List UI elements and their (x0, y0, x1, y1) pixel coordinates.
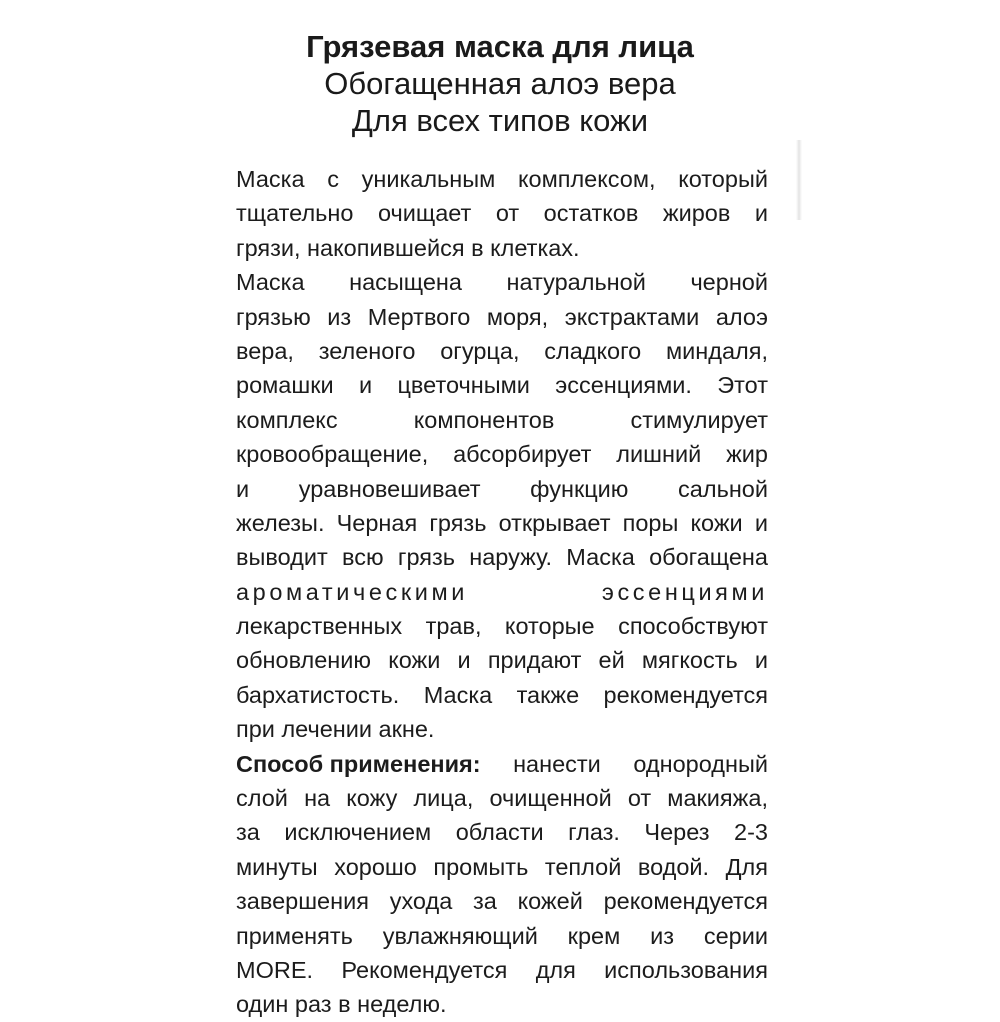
word: промыть (433, 853, 529, 880)
description-line (236, 334, 768, 368)
word: выводит (236, 544, 328, 571)
word: тщательно (236, 200, 354, 227)
word: комплекс (236, 406, 338, 433)
description-line (236, 403, 768, 437)
word: миндаля, (665, 337, 768, 364)
word: алоэ (715, 303, 768, 330)
word: Маска (236, 166, 305, 192)
product-subtitle: Обогащенная алоэ вера (324, 66, 676, 101)
usage-line (236, 919, 768, 953)
word: компонентов (413, 406, 555, 433)
product-title: Грязевая маска для лица (306, 29, 694, 64)
word: и (358, 372, 373, 399)
usage-line (236, 884, 768, 918)
word: за (472, 888, 497, 915)
word: минуты (236, 853, 318, 880)
word: экстрактами (564, 303, 700, 330)
word: области (455, 819, 544, 846)
word: водой. (637, 853, 710, 880)
word: наружу. (469, 544, 553, 571)
description-line: грязи, накопившейся в клетках. (236, 234, 580, 261)
usage-line (236, 953, 768, 987)
word: с (327, 166, 339, 192)
word: обновлению (236, 647, 372, 674)
word: остатков (543, 200, 639, 227)
word: и (754, 647, 768, 674)
word: сальной (678, 475, 768, 502)
word: глаз. (568, 819, 620, 846)
word: кожи (690, 509, 743, 536)
word: из (650, 922, 674, 949)
usage-line: один раз в неделю. (236, 991, 447, 1018)
description-line (236, 437, 768, 471)
description-line: при лечении акне. (236, 716, 435, 743)
word: на (304, 785, 331, 812)
word: лица, (413, 785, 474, 812)
word: рекомендуется (603, 888, 768, 915)
word: хорошо (334, 853, 417, 880)
word: придают (487, 647, 582, 674)
word: черной (690, 269, 768, 296)
description (236, 162, 768, 747)
word: Маска (566, 544, 635, 571)
body-text (236, 162, 768, 1022)
word: кожу (346, 785, 398, 812)
word: кожи (388, 647, 441, 674)
usage-line (236, 850, 768, 884)
usage-line (236, 781, 768, 815)
word: лекарственных (236, 613, 403, 640)
word: завершения (236, 888, 369, 915)
word: от (627, 785, 652, 812)
usage-heading: Способ применения: (236, 750, 481, 777)
description-line (236, 300, 768, 334)
word: ей (598, 647, 625, 674)
word: эссенциями (601, 578, 768, 605)
word: 2-3 (734, 819, 768, 846)
word: трав, (425, 613, 482, 640)
word: кровообращение, (236, 441, 429, 468)
word: очищенной (489, 785, 612, 812)
usage-instructions (236, 747, 768, 1022)
word: слой (236, 785, 288, 812)
word: которые (504, 613, 595, 640)
description-line (236, 506, 768, 540)
word: жиров (662, 200, 731, 227)
word: мягкость (641, 647, 738, 674)
word: кожей (517, 888, 583, 915)
word: функцию (530, 475, 629, 502)
word: цветочными (397, 372, 530, 399)
word: Черная (336, 509, 418, 536)
word: Маска (423, 681, 493, 708)
description-line (236, 265, 768, 299)
description-line (236, 196, 768, 230)
word: применять (236, 922, 353, 949)
word: также (516, 681, 580, 708)
title-block (0, 28, 1000, 139)
description-line (236, 643, 768, 677)
word: серии (703, 922, 768, 949)
word: грязью (236, 303, 311, 330)
word: рекомендуется (603, 681, 768, 708)
word: зеленого (318, 337, 416, 364)
description-line (236, 678, 768, 712)
description-line (236, 540, 768, 574)
word: способствуют (618, 613, 768, 640)
word: однородный (633, 750, 768, 777)
word: и (754, 200, 768, 227)
word: ромашки (236, 372, 334, 399)
word: всю (342, 544, 384, 571)
word: поры (622, 509, 679, 536)
word: комплексом, (517, 166, 656, 192)
word: стимулирует (630, 406, 768, 433)
word: и (754, 509, 768, 536)
word: насыщена (349, 269, 462, 296)
word: макияжа, (667, 785, 768, 812)
description-line (236, 162, 768, 196)
word: обогащена (649, 544, 768, 571)
word: и (457, 647, 471, 674)
word: из (327, 303, 352, 330)
usage-line (236, 815, 768, 849)
word: исключением (284, 819, 432, 846)
word: Мертвого (367, 303, 471, 330)
word: железы. (236, 509, 325, 536)
word: лишний (616, 441, 702, 468)
word: грязь (397, 544, 455, 571)
word: крем (567, 922, 621, 949)
word: уникальным (361, 166, 496, 192)
word: теплой (544, 853, 622, 880)
word: за (236, 819, 260, 846)
word: абсорбирует (453, 441, 592, 468)
word: очищает (377, 200, 472, 227)
word: ароматическими (236, 578, 468, 605)
usage-line (236, 747, 768, 781)
word: Маска (236, 269, 305, 296)
word: жир (726, 441, 768, 468)
word: от (495, 200, 520, 227)
word: огурца, (440, 337, 520, 364)
description-line (236, 609, 768, 643)
word: грязь (429, 509, 487, 536)
word: нанести (513, 750, 601, 777)
description-line (236, 472, 768, 506)
word: вера, (236, 337, 294, 364)
word: MORE. (236, 956, 314, 983)
skin-type-line: Для всех типов кожи (351, 103, 649, 138)
word: Этот (717, 372, 768, 399)
word: натуральной (506, 269, 646, 296)
description-line (236, 575, 768, 609)
word: увлажняющий (382, 922, 538, 949)
word: открывает (498, 509, 611, 536)
word: использования (604, 956, 768, 983)
word: и (236, 475, 250, 502)
word: Через (644, 819, 710, 846)
word: бархатистость. (236, 681, 400, 708)
description-line (236, 368, 768, 402)
word: который (678, 166, 768, 192)
word: для (535, 956, 576, 983)
word: моря, (486, 303, 549, 330)
word: Рекомендуется (341, 956, 508, 983)
word: эссенциями. (555, 372, 692, 399)
scan-edge-shadow (796, 140, 802, 220)
word: ухода (389, 888, 453, 915)
word: уравновешивает (298, 475, 481, 502)
word: сладкого (544, 337, 642, 364)
word: Для (725, 853, 768, 880)
